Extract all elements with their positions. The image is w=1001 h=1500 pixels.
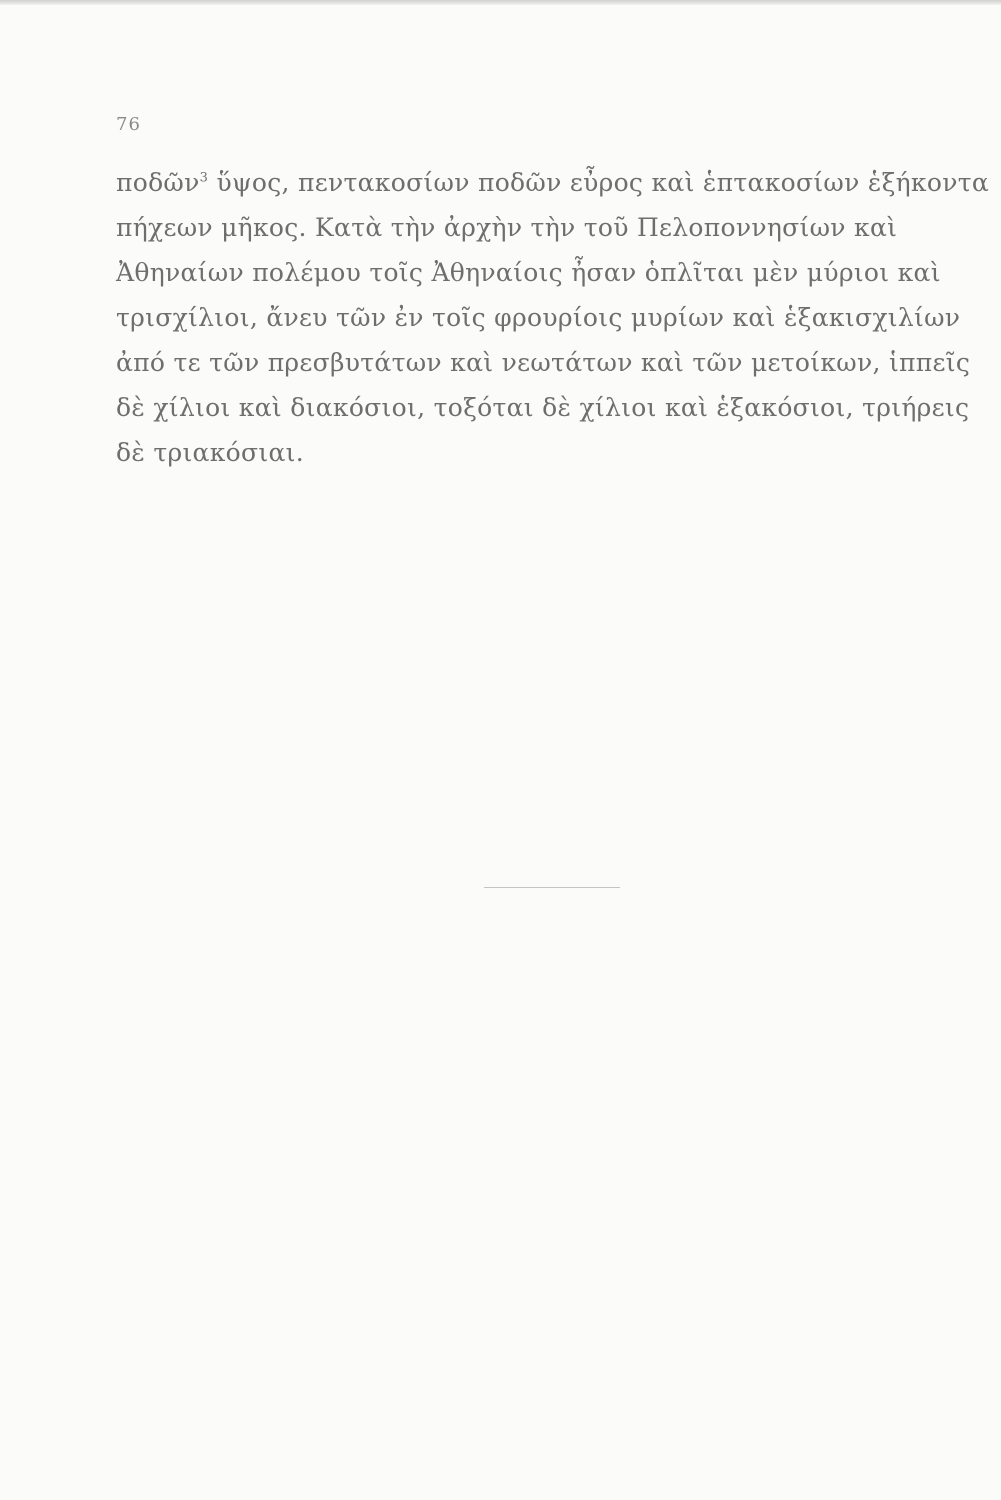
text-line-1 [116,160,990,205]
text-line-7: δὲ τριακόσιαι. [116,438,305,467]
separator-rule [484,887,620,888]
text-line-5: ἀπό τε τῶν πρεσβυτάτων καὶ νεωτάτων καὶ τῶν μετοίκων, ἱππεῖς [116,348,971,377]
body-paragraph [116,160,990,475]
text-line-4: τρισχίλιοι, ἄνευ τῶν ἐν τοῖς φρουρίοις μυρίων καὶ ἑξακισχιλίων [116,303,961,332]
footnote-mark: 3 [199,170,209,186]
text-line-1-rest: ὕψος, πεντακοσίων ποδῶν εὖρος καὶ ἑπτακοσίων ἑξήκοντα [208,168,990,197]
page-number: 76 [116,114,141,135]
text-line-2: πήχεων μῆκος. Κατὰ τὴν ἀρχὴν τὴν τοῦ Πελοποννησίων καὶ [116,213,898,242]
text-line-6: δὲ χίλιοι καὶ διακόσιοι, τοξόται δὲ χίλιοι καὶ ἑξακόσιοι, τριήρεις [116,393,970,422]
text-line-1-start: ποδῶν [116,168,200,197]
page-top-edge [0,0,1001,5]
text-line-3: Ἀθηναίων πολέμου τοῖς Ἀθηναίοις ἦσαν ὁπλῖται μὲν μύριοι καὶ [116,258,941,287]
